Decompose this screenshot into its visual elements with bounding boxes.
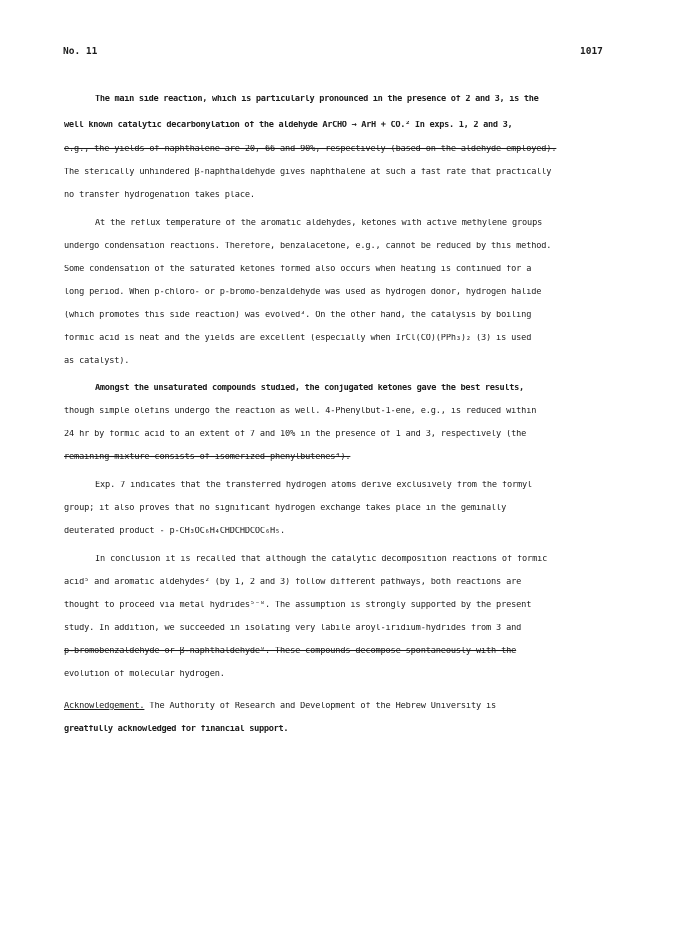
text-line: Amongst the unsaturated compounds studied, the conjugated ketones gave the best results, [95,384,524,393]
text-line: e.g., the yields of naphthalene are 20, 66 and 90%, respectively (based on the aldehyde employed). [64,145,557,154]
text-line: as catalyst). [64,357,130,366]
issue-number: No. 11 [63,46,98,57]
text-line: long period. When p-chloro- or p-bromo-benzaldehyde was used as hydrogen donor, hydrogen halide [64,288,542,297]
acknowledgement-text: The Authority of Research and Development of the Hebrew University is [149,702,497,711]
text-line: thought to proceed via metal hydrides⁵⁻⁸. The assumption is strongly supported by the present [64,601,532,610]
text-line: In conclusion it is recalled that although the catalytic decomposition reactions of formic [95,555,548,564]
text-line: p-bromobenzaldehyde or β-naphthaldehyde⁹. These compounds decompose spontaneously with the [64,647,517,656]
text-line: evolution of molecular hydrogen. [64,670,225,679]
text-line: deuterated product - p-CH₃OC₆H₄CHDCHDCOC₆H₅. [64,527,286,536]
acknowledgement-line-1 [64,702,624,711]
text-line: Some condensation of the saturated ketones formed also occurs when heating is continued for a [64,265,532,274]
text-line: acid⁵ and aromatic aldehydes² (by 1, 2 and 3) follow different pathways, both reactions are [64,578,522,587]
text-line: study. In addition, we succeeded in isolating very labile aroyl-iridium-hydrides from 3 and [64,624,522,633]
text-line: undergo condensation reactions. Therefore, benzalacetone, e.g., cannot be reduced by this method. [64,242,552,251]
text-line: remaining mixture consists of isomerized phenylbutenes⁴). [64,453,351,462]
text-line: group; it also proves that no significant hydrogen exchange takes place in the geminally [64,504,507,513]
text-line: formic acid is neat and the yields are excellent (especially when IrCl(CO)(PPh₃)₂ (3) is used [64,334,532,343]
text-line: well known catalytic decarbonylation of the aldehyde ArCHO → ArH + CO.² In exps. 1, 2 and 3, [64,121,513,130]
text-line: no transfer hydrogenation takes place. [64,191,255,200]
text-line: The sterically unhindered β-naphthaldehyde gives naphthalene at such a fast rate that practically [64,168,552,177]
text-line: (which promotes this side reaction) was evolved³. On the other hand, the catalysis by boiling [64,311,532,320]
acknowledgement-line-2: greatfully acknowledged for financial support. [64,725,289,734]
text-line: At the reflux temperature of the aromatic aldehydes, ketones with active methylene groups [95,219,543,228]
text-line: 24 hr by formic acid to an extent of 7 and 10% in the presence of 1 and 3, respectively (the [64,430,527,439]
text-line: though simple olefins undergo the reaction as well. 4-Phenylbut-1-ene, e.g., is reduced within [64,407,537,416]
text-line: The main side reaction, which is particularly pronounced in the presence of 2 and 3, is the [95,95,539,104]
page-number: 1017 [580,46,603,57]
text-line: Exp. 7 indicates that the transferred hydrogen atoms derive exclusively from the formyl [95,481,533,490]
acknowledgement-heading: Acknowledgement. [64,702,145,711]
